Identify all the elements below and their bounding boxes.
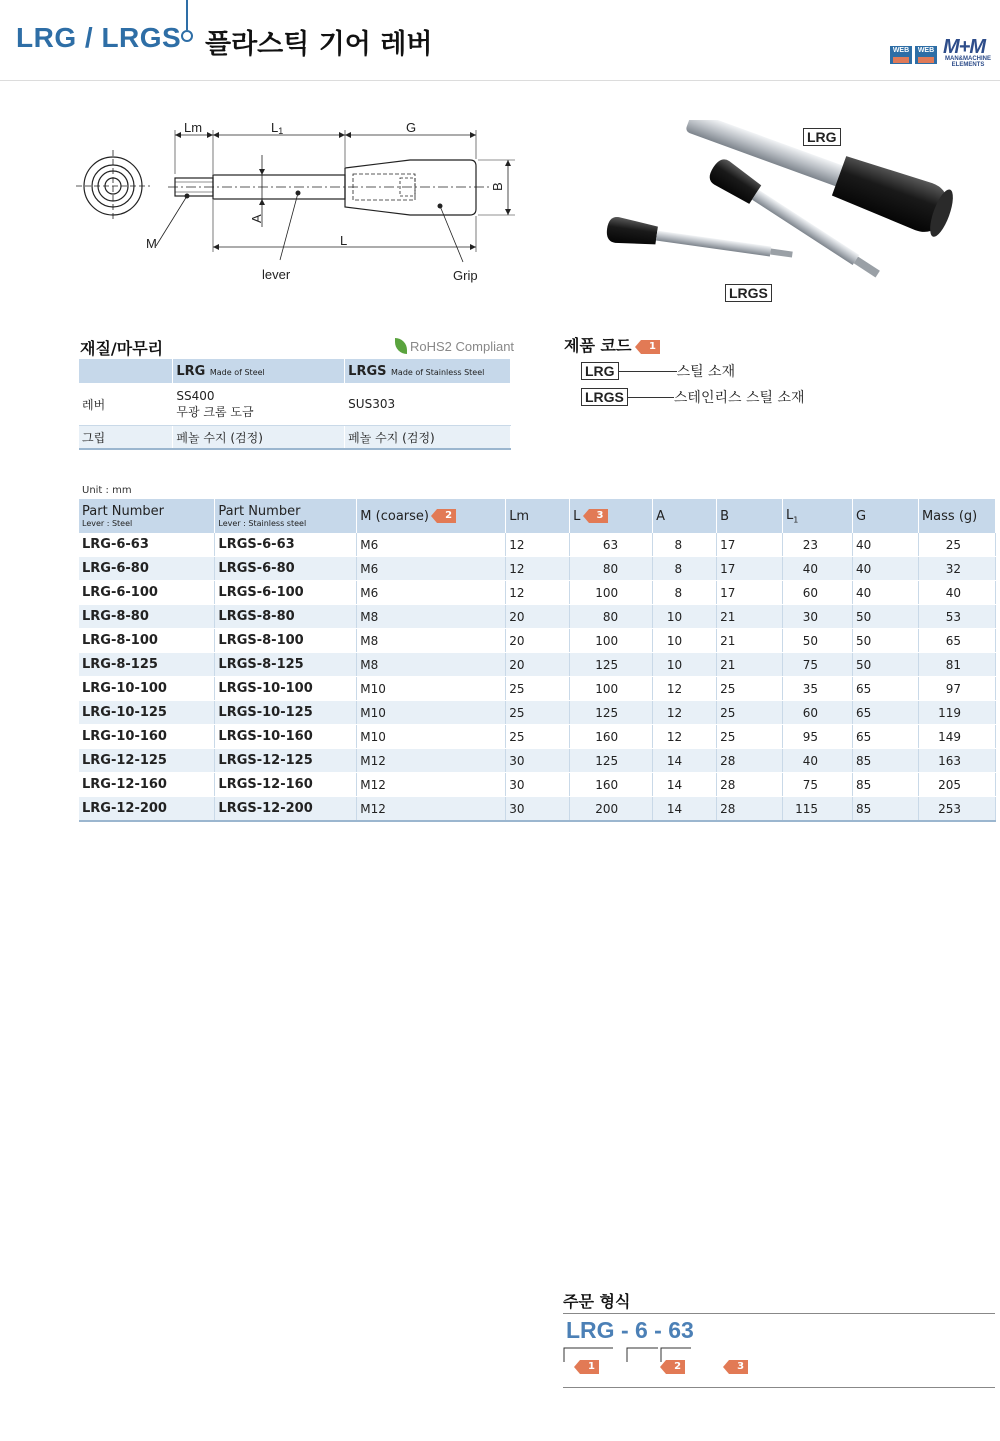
leaf-icon bbox=[395, 338, 407, 354]
product-code-lrg: LRG 스틸 소재 bbox=[581, 361, 735, 381]
table-cell: 115 bbox=[783, 797, 853, 822]
table-cell: 60 bbox=[783, 581, 853, 605]
col-l: L 3 bbox=[570, 499, 653, 533]
table-cell: 85 bbox=[853, 797, 919, 822]
spec-table-body bbox=[79, 533, 996, 821]
order-title: 주문 형식 bbox=[563, 1292, 631, 1311]
table-row bbox=[79, 725, 996, 749]
dim-l-label: L bbox=[340, 233, 348, 248]
lever-label: lever bbox=[262, 267, 291, 282]
table-cell: LRGS-6-80 bbox=[215, 557, 357, 581]
table-cell: 205 bbox=[918, 773, 995, 797]
grip-label: Grip bbox=[453, 268, 478, 283]
table-cell: LRG-6-80 bbox=[79, 557, 215, 581]
photo-label-lrg: LRG bbox=[803, 128, 841, 146]
table-cell: 125 bbox=[570, 701, 653, 725]
table-cell: LRG-6-63 bbox=[79, 533, 215, 557]
dim-g-label: G bbox=[406, 120, 417, 135]
unit-label: Unit : mm bbox=[82, 485, 132, 496]
web-badge-1[interactable]: WEB bbox=[890, 46, 912, 64]
table-cell: 10 bbox=[653, 605, 717, 629]
rohs-badge: RoHS2 Compliant bbox=[395, 338, 514, 354]
table-cell: LRGS-8-100 bbox=[215, 629, 357, 653]
table-cell: 40 bbox=[918, 581, 995, 605]
table-cell: 40 bbox=[853, 557, 919, 581]
table-cell: 30 bbox=[506, 749, 570, 773]
table-cell: LRGS-12-200 bbox=[215, 797, 357, 822]
order-badge-3: 3 bbox=[729, 1360, 748, 1374]
table-cell: LRG-8-80 bbox=[79, 605, 215, 629]
table-cell: 200 bbox=[570, 797, 653, 822]
table-cell: 25 bbox=[918, 533, 995, 557]
table-cell: M8 bbox=[357, 653, 506, 677]
table-cell: 97 bbox=[918, 677, 995, 701]
table-cell: 50 bbox=[853, 605, 919, 629]
table-row bbox=[79, 749, 996, 773]
materials-header-lrg: LRG Made of Steel bbox=[173, 359, 345, 383]
table-cell: LRG-10-100 bbox=[79, 677, 215, 701]
table-cell: 10 bbox=[653, 629, 717, 653]
table-cell: 23 bbox=[783, 533, 853, 557]
table-cell: LRG-10-160 bbox=[79, 725, 215, 749]
table-cell: LRGS-8-125 bbox=[215, 653, 357, 677]
code-badge-2: 2 bbox=[437, 509, 456, 523]
table-cell: 65 bbox=[853, 701, 919, 725]
table-cell: 100 bbox=[570, 581, 653, 605]
table-cell: 40 bbox=[853, 533, 919, 557]
col-b: B bbox=[717, 499, 783, 533]
table-cell: 25 bbox=[717, 677, 783, 701]
web-badge-2[interactable]: WEB bbox=[915, 46, 937, 64]
table-cell: 14 bbox=[653, 773, 717, 797]
table-cell: 14 bbox=[653, 749, 717, 773]
materials-title: 재질/마무리 bbox=[80, 339, 164, 358]
dim-lm-label: Lm bbox=[184, 120, 203, 135]
table-cell: 8 bbox=[653, 533, 717, 557]
table-cell: 253 bbox=[918, 797, 995, 822]
table-cell: 75 bbox=[783, 653, 853, 677]
table-cell: 63 bbox=[570, 533, 653, 557]
table-cell: 125 bbox=[570, 749, 653, 773]
order-badge-2: 2 bbox=[666, 1360, 685, 1374]
table-cell: 50 bbox=[853, 629, 919, 653]
table-cell: LRGS-6-63 bbox=[215, 533, 357, 557]
table-row bbox=[79, 677, 996, 701]
table-cell: 14 bbox=[653, 797, 717, 822]
table-cell: 12 bbox=[653, 701, 717, 725]
table-cell: 65 bbox=[918, 629, 995, 653]
table-cell: M10 bbox=[357, 725, 506, 749]
table-cell: 40 bbox=[783, 557, 853, 581]
title-divider-dot bbox=[181, 30, 193, 42]
table-cell: 160 bbox=[570, 725, 653, 749]
table-cell: 21 bbox=[717, 653, 783, 677]
product-code-lrgs: LRGS 스테인리스 스틸 소재 bbox=[581, 387, 805, 407]
table-cell: LRGS-6-100 bbox=[215, 581, 357, 605]
table-cell: 17 bbox=[717, 557, 783, 581]
code-badge-1: 1 bbox=[641, 340, 660, 354]
table-row bbox=[79, 533, 996, 557]
table-cell: LRGS-8-80 bbox=[215, 605, 357, 629]
table-row bbox=[79, 701, 996, 725]
table-cell: 28 bbox=[717, 749, 783, 773]
table-cell: 25 bbox=[717, 701, 783, 725]
table-cell: M10 bbox=[357, 701, 506, 725]
col-m: M (coarse) 2 bbox=[357, 499, 506, 533]
table-cell: 80 bbox=[570, 605, 653, 629]
table-cell: 149 bbox=[918, 725, 995, 749]
table-cell: 65 bbox=[853, 725, 919, 749]
table-row bbox=[79, 605, 996, 629]
col-lm: Lm bbox=[506, 499, 570, 533]
col-a: A bbox=[653, 499, 717, 533]
table-cell: 28 bbox=[717, 773, 783, 797]
table-cell: 20 bbox=[506, 653, 570, 677]
table-cell: 80 bbox=[570, 557, 653, 581]
table-cell: 12 bbox=[653, 677, 717, 701]
order-bottom-rule bbox=[563, 1387, 995, 1388]
table-cell: LRG-8-100 bbox=[79, 629, 215, 653]
table-cell: 53 bbox=[918, 605, 995, 629]
col-g: G bbox=[853, 499, 919, 533]
table-cell: 25 bbox=[506, 725, 570, 749]
table-cell: M10 bbox=[357, 677, 506, 701]
table-cell: M6 bbox=[357, 533, 506, 557]
materials-row: 레버 SS400 무광 크롬 도금 SUS303 bbox=[79, 383, 511, 426]
table-cell: 85 bbox=[853, 773, 919, 797]
col-mass: Mass (g) bbox=[918, 499, 995, 533]
table-cell: 20 bbox=[506, 605, 570, 629]
table-cell: M8 bbox=[357, 629, 506, 653]
table-cell: 25 bbox=[506, 701, 570, 725]
technical-drawing bbox=[70, 110, 530, 310]
page-title: LRG / LRGS bbox=[16, 22, 182, 53]
materials-header-lrgs: LRGS Made of Stainless Steel bbox=[345, 359, 511, 383]
col-l1: $L_1$ bbox=[783, 499, 853, 533]
brand-logo: M+M bbox=[943, 36, 985, 58]
table-cell: 25 bbox=[506, 677, 570, 701]
table-cell: M12 bbox=[357, 797, 506, 822]
table-cell: M6 bbox=[357, 581, 506, 605]
header-rule bbox=[0, 80, 1000, 81]
table-cell: 12 bbox=[653, 725, 717, 749]
col-pn-sus: Part Number Lever : Stainless steel bbox=[215, 499, 357, 533]
photo-label-lrgs: LRGS bbox=[725, 284, 772, 302]
table-cell: LRGS-12-125 bbox=[215, 749, 357, 773]
dim-m-label: M bbox=[146, 236, 157, 251]
table-row bbox=[79, 557, 996, 581]
table-cell: LRGS-12-160 bbox=[215, 773, 357, 797]
table-row bbox=[79, 581, 996, 605]
table-cell: 85 bbox=[853, 749, 919, 773]
title-divider bbox=[186, 0, 188, 30]
table-cell: M12 bbox=[357, 749, 506, 773]
table-row bbox=[79, 797, 996, 822]
table-cell: 20 bbox=[506, 629, 570, 653]
materials-table bbox=[79, 359, 511, 450]
table-cell: M6 bbox=[357, 557, 506, 581]
table-cell: 8 bbox=[653, 581, 717, 605]
table-cell: 119 bbox=[918, 701, 995, 725]
table-cell: 35 bbox=[783, 677, 853, 701]
product-photo bbox=[595, 120, 995, 310]
table-cell: 28 bbox=[717, 797, 783, 822]
table-cell: LRG-6-100 bbox=[79, 581, 215, 605]
table-cell: 21 bbox=[717, 605, 783, 629]
order-rule bbox=[563, 1313, 995, 1314]
table-cell: 25 bbox=[717, 725, 783, 749]
dim-a-label: A bbox=[249, 214, 264, 223]
table-cell: 163 bbox=[918, 749, 995, 773]
dim-l1-label: L1 bbox=[271, 120, 284, 136]
table-cell: M12 bbox=[357, 773, 506, 797]
table-cell: 30 bbox=[783, 605, 853, 629]
table-cell: 32 bbox=[918, 557, 995, 581]
table-cell: 10 bbox=[653, 653, 717, 677]
order-code: LRG - 6 - 63 bbox=[566, 1317, 694, 1343]
code-badge-3: 3 bbox=[589, 509, 608, 523]
table-cell: 100 bbox=[570, 677, 653, 701]
table-cell: 40 bbox=[853, 581, 919, 605]
table-cell: 21 bbox=[717, 629, 783, 653]
table-cell: 17 bbox=[717, 581, 783, 605]
brand-logo-caption: MAN&MACHINE ELEMENTS bbox=[945, 56, 991, 68]
table-cell: 75 bbox=[783, 773, 853, 797]
table-cell: 125 bbox=[570, 653, 653, 677]
col-pn-steel: Part Number Lever : Steel bbox=[79, 499, 215, 533]
table-cell: 8 bbox=[653, 557, 717, 581]
table-cell: 65 bbox=[853, 677, 919, 701]
table-cell: LRGS-10-160 bbox=[215, 725, 357, 749]
table-cell: 60 bbox=[783, 701, 853, 725]
product-code-title: 제품 코드 1 bbox=[564, 333, 660, 356]
table-cell: 50 bbox=[853, 653, 919, 677]
dim-b-label: B bbox=[490, 182, 505, 191]
table-cell: 12 bbox=[506, 581, 570, 605]
table-cell: 95 bbox=[783, 725, 853, 749]
table-cell: 30 bbox=[506, 797, 570, 822]
table-cell: M8 bbox=[357, 605, 506, 629]
table-cell: 100 bbox=[570, 629, 653, 653]
table-cell: LRG-12-160 bbox=[79, 773, 215, 797]
table-cell: LRG-12-125 bbox=[79, 749, 215, 773]
table-cell: 30 bbox=[506, 773, 570, 797]
table-cell: LRGS-10-125 bbox=[215, 701, 357, 725]
page-subtitle: 플라스틱 기어 레버 bbox=[205, 29, 433, 60]
table-cell: LRG-12-200 bbox=[79, 797, 215, 822]
table-cell: 40 bbox=[783, 749, 853, 773]
table-cell: 160 bbox=[570, 773, 653, 797]
table-cell: LRG-10-125 bbox=[79, 701, 215, 725]
table-cell: 17 bbox=[717, 533, 783, 557]
materials-header-blank bbox=[79, 359, 173, 383]
table-row bbox=[79, 629, 996, 653]
table-cell: 12 bbox=[506, 557, 570, 581]
table-cell: 81 bbox=[918, 653, 995, 677]
materials-row: 그립 페놀 수지 (검정) 페놀 수지 (검정) bbox=[79, 426, 511, 450]
table-cell: 12 bbox=[506, 533, 570, 557]
table-cell: LRGS-10-100 bbox=[215, 677, 357, 701]
order-badge-1: 1 bbox=[580, 1360, 599, 1374]
spec-table bbox=[79, 499, 996, 822]
table-row bbox=[79, 773, 996, 797]
table-cell: LRG-8-125 bbox=[79, 653, 215, 677]
table-cell: 50 bbox=[783, 629, 853, 653]
table-row bbox=[79, 653, 996, 677]
